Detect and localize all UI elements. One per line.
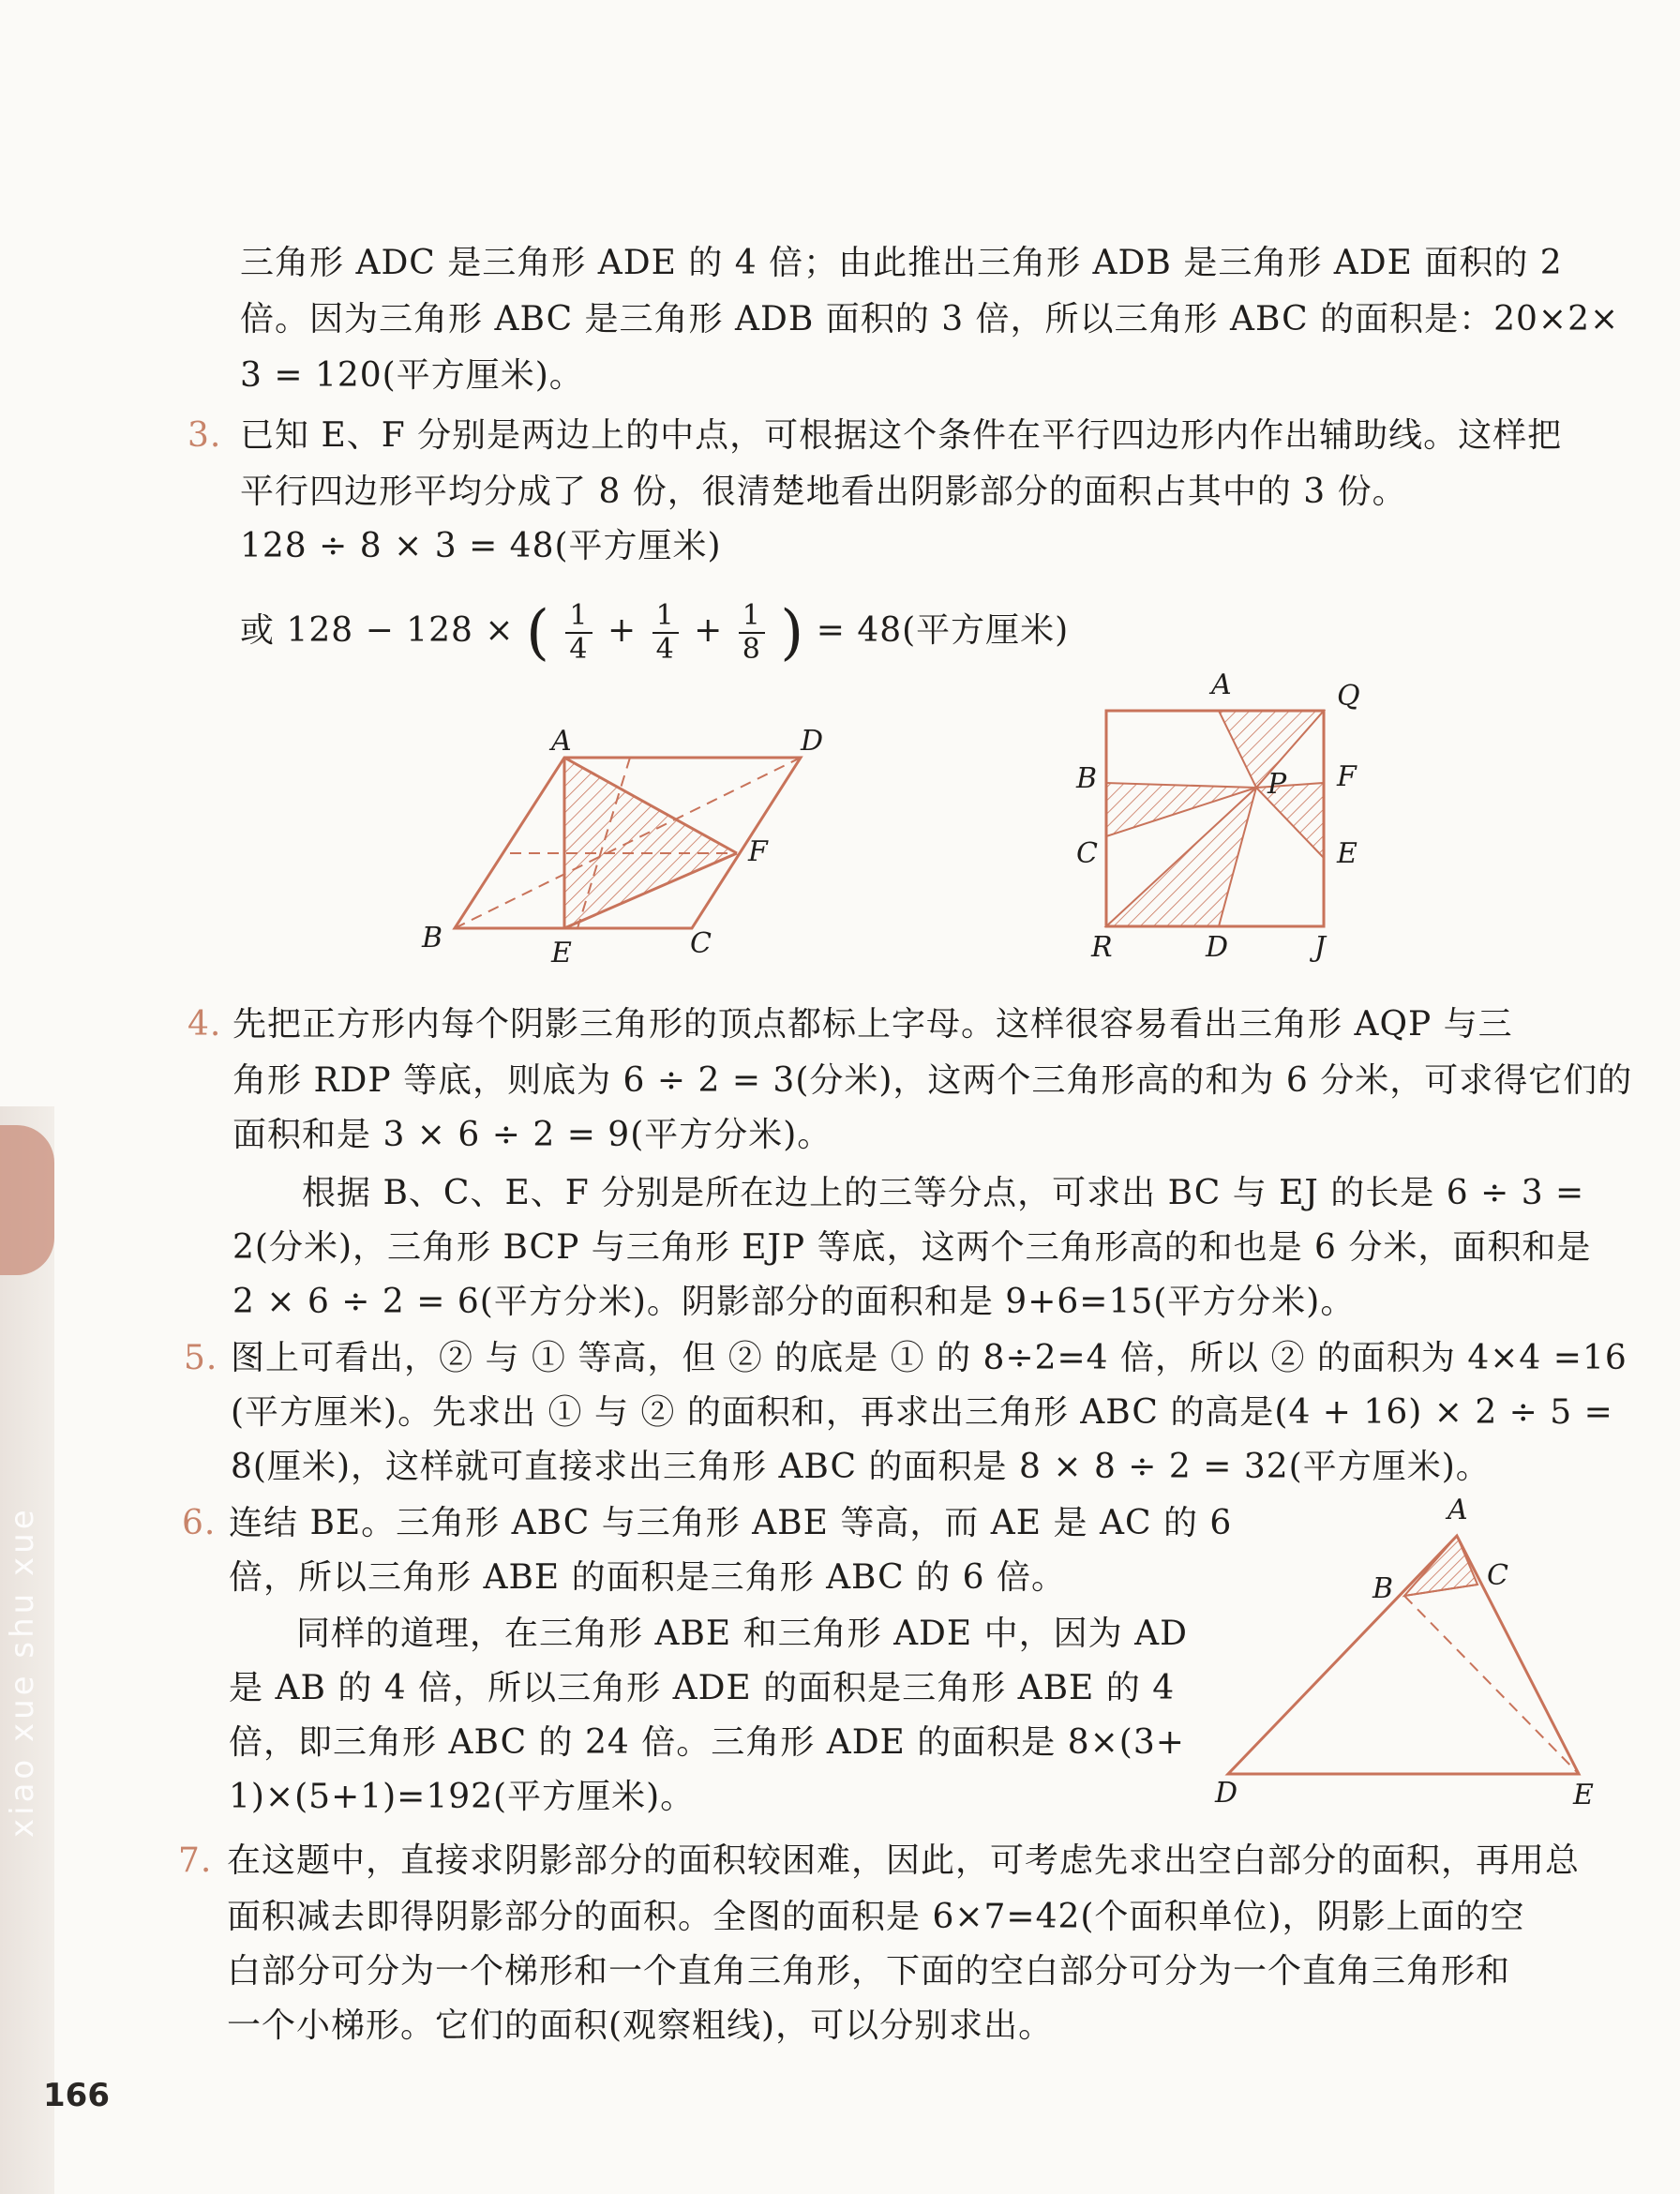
numerator: 1 — [565, 600, 592, 634]
question-number: 6. — [182, 1504, 217, 1542]
parallelogram-figure — [412, 713, 862, 975]
fraction — [565, 600, 592, 666]
formula-result: = 48(平方厘米) — [816, 611, 1070, 650]
label-F: F — [748, 835, 768, 868]
right-paren: ) — [780, 598, 805, 668]
text-line: 在这题中，直接求阴影部分的面积较困难，因此，可考虑先求出空白部分的面积，再用总 — [227, 1841, 1581, 1880]
text-line: 3 = 120(平方厘米)。 — [240, 356, 584, 395]
label-D: D — [1215, 1777, 1238, 1810]
text-line: 白部分可分为一个梯形和一个直角三角形，下面的空白部分可分为一个直角三角形和 — [227, 1952, 1511, 1991]
shaded-triangle-ejp — [1256, 783, 1324, 858]
label-A: A — [1448, 1494, 1468, 1526]
text-line: 8(厘米)，这样就可直接求出三角形 ABC 的面积是 8 × 8 ÷ 2 = 32(平方厘米)。 — [231, 1448, 1491, 1486]
label-P: P — [1268, 768, 1287, 801]
plus-sign: + — [694, 611, 724, 650]
dashed-be — [1404, 1596, 1579, 1774]
question-number: 7. — [178, 1841, 213, 1880]
formula-line — [240, 600, 1069, 666]
label-A: A — [1211, 669, 1232, 701]
label-B: B — [422, 922, 443, 954]
text-line: 平行四边形平均分成了 8 份，很清楚地看出阴影部分的面积占其中的 3 份。 — [240, 473, 1407, 511]
label-E: E — [1337, 837, 1358, 870]
numerator: 1 — [739, 600, 765, 634]
text-line: 面积减去即得阴影部分的面积。全图的面积是 6×7=42(个面积单位)，阴影上面的空 — [227, 1898, 1525, 1936]
label-C: C — [690, 927, 712, 960]
text-line: 面积和是 3 × 6 ÷ 2 = 9(平方分米)。 — [232, 1116, 832, 1154]
formula-prefix: 或 128 − 128 × — [240, 611, 515, 650]
question-number: 5. — [184, 1339, 218, 1377]
fraction — [739, 600, 765, 666]
label-D: D — [1206, 931, 1229, 964]
text-line: 倍。因为三角形 ABC 是三角形 ADB 面积的 3 倍，所以三角形 ABC 的面积是：20×2× — [240, 300, 1620, 338]
label-Q: Q — [1337, 680, 1360, 713]
side-tab-marker — [0, 1125, 54, 1275]
text-line: 2(分米)，三角形 BCP 与三角形 EJP 等底，这两个三角形高的和也是 6 分米，面积和是 — [232, 1228, 1592, 1267]
label-C: C — [1076, 837, 1098, 870]
text-line: 图上可看出，② 与 ① 等高，但 ② 的底是 ① 的 8÷2=4 倍，所以 ② 的面积为 4×4 =16 — [231, 1339, 1628, 1377]
text-line: 根据 B、C、E、F 分别是所在边上的三等分点，可求出 BC 与 EJ 的长是 6 ÷ 3 = — [302, 1174, 1585, 1212]
text-line: 是 AB 的 4 倍，所以三角形 ADE 的面积是三角形 ABE 的 4 — [229, 1669, 1176, 1707]
question-number: 3. — [188, 416, 222, 455]
formula-line: 128 ÷ 8 × 3 = 48(平方厘米) — [240, 527, 722, 565]
left-paren: ( — [525, 598, 550, 668]
label-B: B — [1372, 1572, 1394, 1605]
label-C: C — [1487, 1559, 1508, 1592]
plus-sign: + — [607, 611, 638, 650]
text-line: 角形 RDP 等底，则底为 6 ÷ 2 = 3(分米)，这两个三角形高的和为 6 分米，可求得它们的 — [232, 1061, 1633, 1100]
denominator: 4 — [655, 633, 675, 666]
triangle-figure — [1200, 1491, 1612, 1819]
label-A: A — [551, 725, 572, 758]
shaded-triangle — [564, 758, 737, 928]
label-R: R — [1091, 931, 1113, 964]
label-D: D — [801, 725, 824, 758]
text-line: 倍，所以三角形 ABE 的面积是三角形 ABC 的 6 倍。 — [229, 1558, 1066, 1597]
denominator: 4 — [569, 633, 589, 666]
label-E: E — [551, 937, 572, 969]
text-line: (平方厘米)。先求出 ① 与 ② 的面积和，再求出三角形 ABC 的高是(4 + 16) × 2 ÷ 5 = — [231, 1393, 1613, 1432]
text-line: 连结 BE。三角形 ABC 与三角形 ABE 等高，而 AE 是 AC 的 6 — [229, 1504, 1233, 1542]
fraction — [652, 600, 679, 666]
square-figure — [1069, 666, 1406, 975]
triangle-outline — [1228, 1536, 1579, 1774]
text-line: 倍，即三角形 ABC 的 24 倍。三角形 ADE 的面积是 8×(3+ — [229, 1723, 1185, 1762]
text-line: 已知 E、F 分别是两边上的中点，可根据这个条件在平行四边形内作出辅助线。这样把 — [240, 416, 1563, 455]
side-tab-text: xiao xue shu xue — [4, 1506, 41, 1838]
text-line: 先把正方形内每个阴影三角形的顶点都标上字母。这样很容易看出三角形 AQP 与三 — [232, 1005, 1513, 1044]
label-J: J — [1314, 931, 1327, 964]
page-number: 166 — [43, 2077, 110, 2114]
text-line: 同样的道理，在三角形 ABE 和三角形 ADE 中，因为 AD — [296, 1615, 1188, 1653]
numerator: 1 — [652, 600, 679, 634]
label-B: B — [1076, 762, 1098, 795]
label-F: F — [1337, 760, 1357, 793]
text-line: 三角形 ADC 是三角形 ADE 的 4 倍；由此推出三角形 ADB 是三角形 ADE 面积的 2 — [240, 244, 1563, 282]
question-number: 4. — [188, 1005, 222, 1044]
label-E: E — [1573, 1779, 1594, 1811]
denominator: 8 — [742, 633, 761, 666]
text-line: 一个小梯形。它们的面积(观察粗线)，可以分别求出。 — [227, 2006, 1054, 2045]
text-line: 1)×(5+1)=192(平方厘米)。 — [229, 1778, 696, 1816]
text-line: 2 × 6 ÷ 2 = 6(平方分米)。阴影部分的面积和是 9+6=15(平方分米)。 — [232, 1283, 1356, 1321]
